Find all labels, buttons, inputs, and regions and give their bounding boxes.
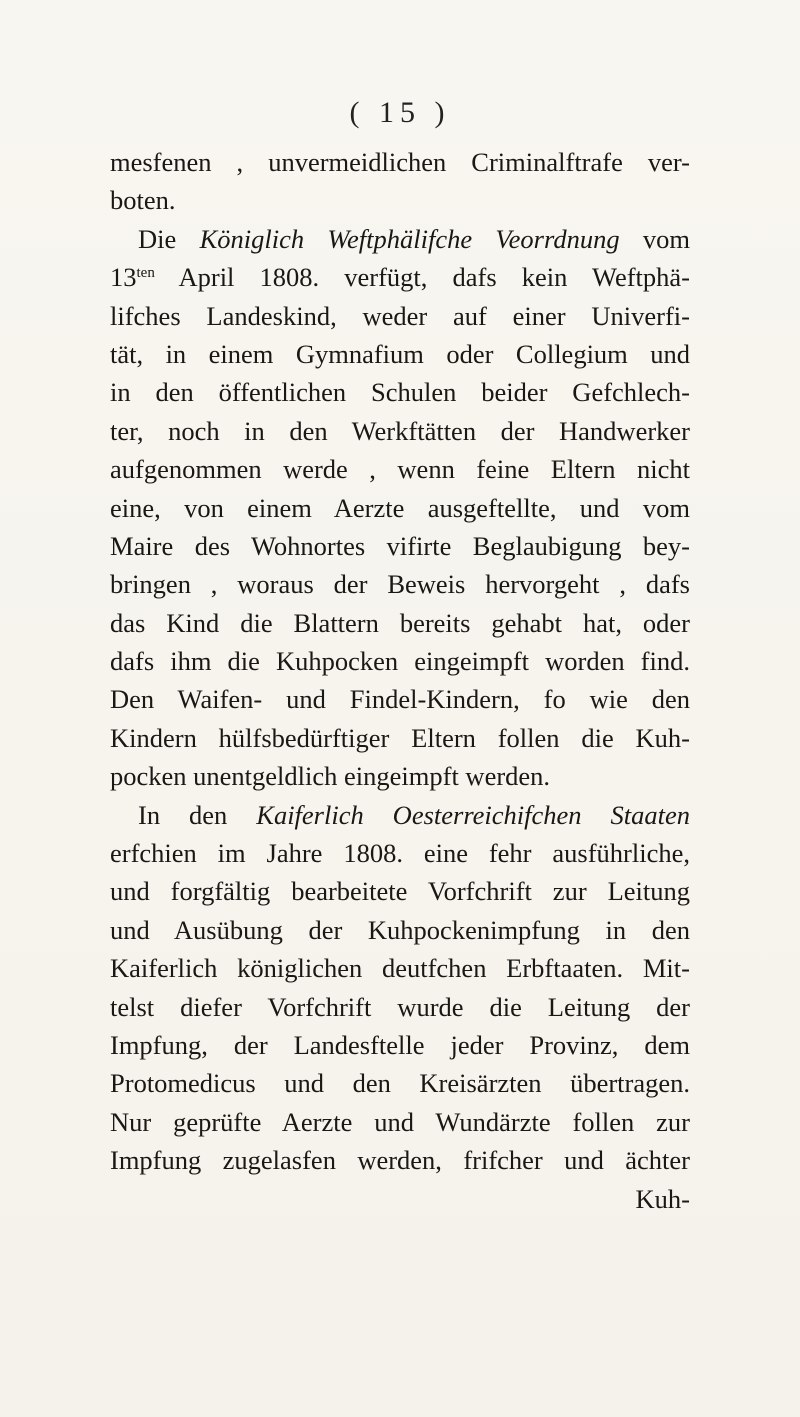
text-line: bringen , woraus der Beweis hervorgeht , dafs [110, 569, 690, 600]
text-line: telst diefer Vorfchrift wurde die Leitung der [110, 991, 690, 1022]
superscript: ten [136, 265, 155, 282]
text-line: Kaiferlich königlichen deutfchen Erbftaaten. Mit- [110, 953, 690, 984]
page-number: ( 15 ) [349, 96, 451, 129]
text-line [110, 258, 690, 296]
text-line: ter, noch in den Werkftätten der Handwerker [110, 415, 690, 446]
body-text [110, 143, 690, 1218]
text-line: eine, von einem Aerzte ausgeftellte, und vom [110, 492, 690, 523]
text-line: das Kind die Blattern bereits gehabt hat, oder [110, 607, 690, 638]
text-line: Den Waifen- und Findel-Kindern, fo wie den [110, 684, 690, 715]
text-line: Impfung zugelasfen werden, frifcher und ächter [110, 1145, 690, 1176]
text-line: boten. [110, 185, 176, 216]
text-span: Die [138, 223, 200, 254]
text-line: und Ausübung der Kuhpockenimpfung in den [110, 914, 690, 945]
text-line: aufgenommen werde , wenn feine Eltern nicht [110, 454, 690, 485]
text-line: mesfenen , unvermeidlichen Criminalftrafe ver- [110, 147, 690, 177]
text-line: Protomedicus und den Kreisärzten übertragen. [110, 1068, 690, 1099]
text-line [110, 220, 690, 258]
text-line: lifches Landeskind, weder auf einer Univerfi- [110, 300, 690, 331]
text-span: In den [138, 799, 257, 830]
italic-title: Kaiferlich Oesterreichifchen Staaten [256, 799, 690, 830]
text-line: dafs ihm die Kuhpocken eingeimpft worden find. [110, 646, 690, 677]
text-span: vom [619, 223, 690, 254]
text-line [110, 796, 690, 834]
catchword: Kuh- [635, 1183, 690, 1214]
text-line: Nur geprüfte Aerzte und Wundärzte follen zur [110, 1106, 690, 1137]
text-line: Kindern hülfsbedürftiger Eltern follen die Kuh- [110, 722, 690, 753]
text-line: Impfung, der Landesftelle jeder Provinz, dem [110, 1029, 690, 1060]
text-line: pocken unentgeldlich eingeimpft werden. [110, 761, 551, 792]
text-span: 13 [110, 262, 137, 293]
text-line: tät, in einem Gymnafium oder Collegium und [110, 338, 690, 369]
text-line: erfchien im Jahre 1808. eine fehr ausführliche, [110, 838, 690, 869]
text-line: und forgfältig bearbeitete Vorfchrift zur Leitung [110, 876, 690, 907]
text-line: Maire des Wohnortes vifirte Beglaubigung bey- [110, 530, 690, 561]
text-line: in den öffentlichen Schulen beider Gefchlech- [110, 377, 690, 408]
italic-title: Königlich Weftphälifche Veorrdnung [199, 223, 620, 254]
text-span: April 1808. verfügt, dafs kein Weftphä- [154, 262, 690, 293]
